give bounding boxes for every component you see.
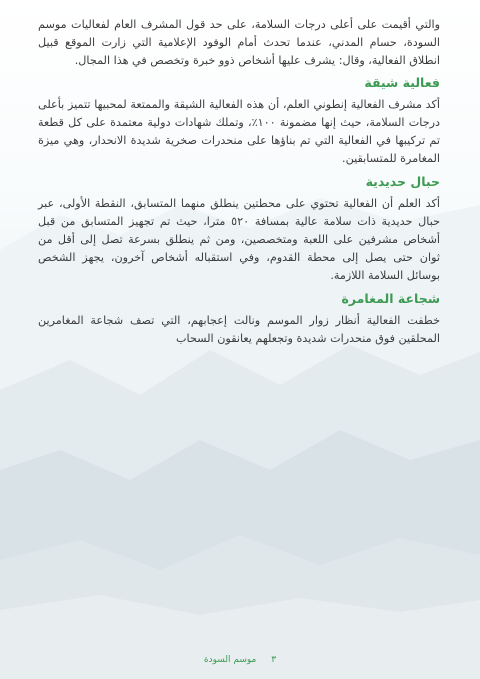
section-heading: فعالية شيقة bbox=[364, 75, 440, 90]
intro-paragraph: والتي أقيمت على أعلى درجات السلامة، على حد قول المشرف العام لفعاليات موسم السودة، حسام المدني، عندما تحدث أمام الوفود الإعلامية التي زارت الموقع قبيل انطلاق الفعالية، وقال: يشرف عليها أشخاص ذوو خبرة وتخصص في هذا المجال. bbox=[38, 18, 440, 67]
section-paragraph: خطفت الفعالية أنظار زوار الموسم ونالت إعجابهم، التي تصف شجاعة المغامرين المحلقين فوق منحدرات شديدة وتجعلهم يعانقون السحاب bbox=[38, 314, 440, 345]
section-paragraph: أكد العلم أن الفعالية تحتوي على محطتين ينطلق منهما المتسابق، النقطة الأولى، عبر حبال حديدية ذات سلامة عالية بمسافة ٥٢٠ مترا، حيث تم تجهيز المتسابق من قبل أشخاص مشرفين على اللعبة ومتخصصين، ومن ثم ينطلق بسرعة تصل إلى أقل من ثوان حتى يصل إلى محطة القدوم، وفي استقباله أشخاص آخرون، يجهز الشخص بوسائل السلامة اللازمة. bbox=[38, 197, 440, 282]
publication-name: موسم السودة bbox=[203, 655, 257, 665]
article-body bbox=[38, 16, 440, 348]
section-heading: حبال حديدية bbox=[365, 174, 440, 189]
section-heading: شجاعة المغامرة bbox=[341, 291, 440, 306]
section-paragraph: أكد مشرف الفعالية إنطوني العلم، أن هذه الفعالية الشيقة والممتعة لمحبيها تتميز بأعلى درجات السلامة، حيث إنها مضمونة ١٠٠٪، وتملك شهادات دولية معتمدة على كل قطعة تم تركيبها في الفعالية التي تم بناؤها على منحدرات صخرية شديدة الانحدار، وهي ميزة المغامرة للمتسابقين. bbox=[38, 98, 440, 165]
page-footer bbox=[0, 655, 480, 665]
page-number: ٣ bbox=[271, 655, 277, 665]
